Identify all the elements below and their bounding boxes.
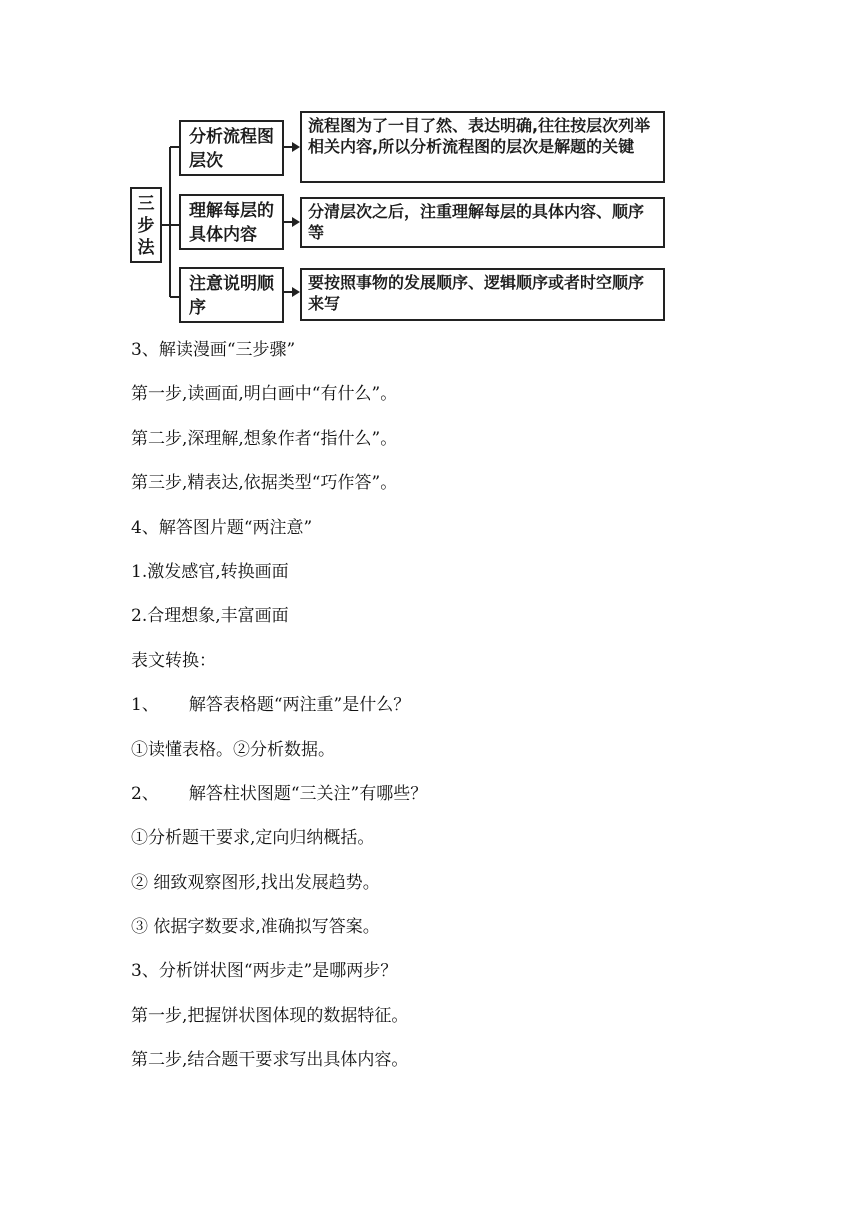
paragraph: 第三步,精表达,依据类型“巧作答”。 xyxy=(131,473,398,494)
paragraph: ③ 依据字数要求,准确拟写答案。 xyxy=(131,917,380,938)
paragraph: 第二步,深理解,想象作者“指什么”。 xyxy=(131,428,398,449)
heading-pie-chart: 3、分析饼状图“两步走”是哪两步？ xyxy=(131,961,398,982)
diagram-desc-2-box: 分清层次之后，注重理解每层的具体内容、顺序等 xyxy=(300,197,665,248)
heading-table-text-conversion: 表文转换： xyxy=(131,650,216,671)
numbered-question xyxy=(131,690,771,734)
paragraph: 第一步,把握饼状图体现的数据特征。 xyxy=(131,1005,409,1026)
list-number: 1、 xyxy=(131,695,159,716)
document-body xyxy=(131,335,771,1090)
paragraph: ①读懂表格。②分析数据。 xyxy=(131,739,335,760)
diagram-root-box: 三步法 xyxy=(130,187,162,263)
numbered-question xyxy=(131,779,771,823)
paragraph: 1.激发感官,转换画面 xyxy=(131,561,289,582)
diagram-level-2-box: 理解每层的具体内容 xyxy=(179,194,284,250)
question-text: 解答表格题“两注重”是什么？ xyxy=(188,695,411,716)
paragraph: ①分析题干要求,定向归纳概括。 xyxy=(131,828,375,849)
diagram-desc-1-box: 流程图为了一目了然、表达明确,往往按层次列举相关内容,所以分析流程图的层次是解题的关键 xyxy=(300,111,665,183)
paragraph: ② 细致观察图形,找出发展趋势。 xyxy=(131,872,380,893)
arrow-icon xyxy=(292,142,300,152)
list-number: 2、 xyxy=(131,783,159,804)
diagram-level-3-box: 注意说明顺序 xyxy=(179,267,284,323)
heading-comic-steps: 3、解读漫画“三步骤” xyxy=(131,340,296,360)
heading-picture-notes: 4、解答图片题“两注意” xyxy=(131,517,313,538)
paragraph: 第一步,读画面,明白画中“有什么”。 xyxy=(131,384,398,405)
paragraph: 2.合理想象,丰富画面 xyxy=(131,606,289,627)
diagram-level-1-box: 分析流程图层次 xyxy=(179,120,284,176)
arrow-icon xyxy=(292,287,300,297)
paragraph: 第二步,结合题干要求写出具体内容。 xyxy=(131,1050,409,1071)
arrow-icon xyxy=(292,217,300,227)
diagram-desc-3-box: 要按照事物的发展顺序、逻辑顺序或者时空顺序来写 xyxy=(300,268,665,321)
three-step-diagram xyxy=(0,0,860,330)
question-text: 解答柱状图题“三关注”有哪些？ xyxy=(188,783,428,804)
